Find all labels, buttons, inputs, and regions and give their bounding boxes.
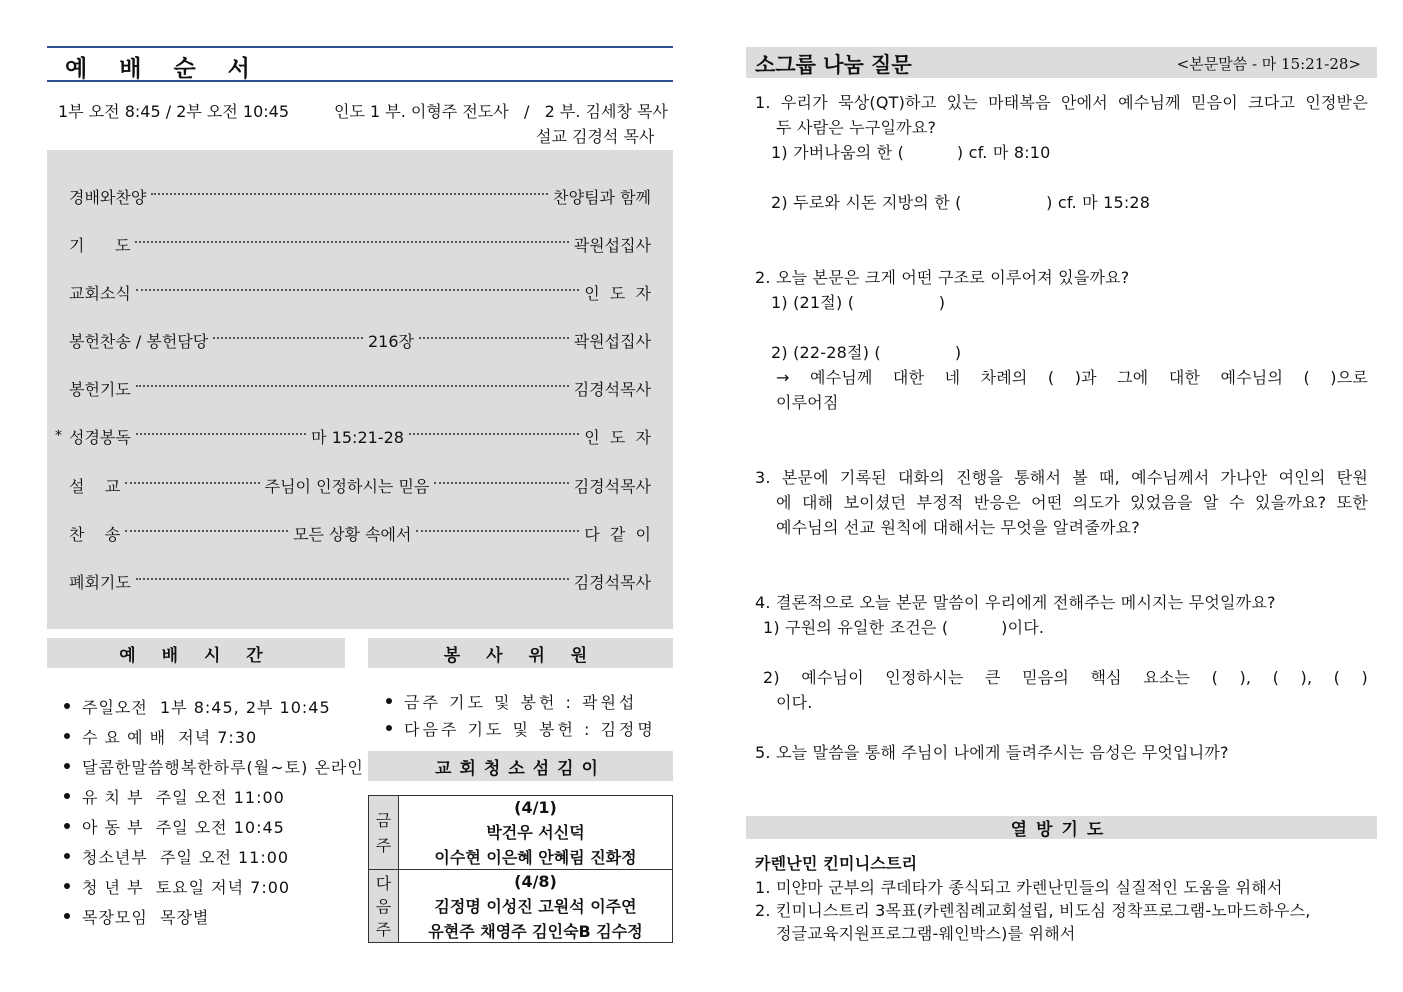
dot-leader: [136, 289, 579, 291]
question-1-line-2: 두 사람은 누구일까요?: [776, 118, 937, 137]
question-2-line-1: 2. 오늘 본문은 크게 어떤 구조로 이루어져 있을까요?: [755, 268, 1130, 287]
order-item-label: 경배와찬양: [69, 187, 147, 207]
dot-leader: [416, 530, 579, 532]
list-item: 수 요 예 배 저녁 7:30: [64, 725, 354, 755]
prayer-header: [746, 816, 1377, 839]
cleaning-this-week-row: [369, 796, 672, 870]
worship-order-box: [47, 150, 673, 629]
list-item: 목장모임 목장별: [64, 905, 354, 935]
question-2-answer-2: 2) (22-28절) ( ): [771, 343, 962, 362]
order-item-label: 기 도: [69, 235, 131, 255]
preacher: 설교 김경석 목사: [536, 127, 655, 146]
question-2-answer-3: → 예수님께 대한 네 차례의 ( )과 그에 대한 예수님의 ( )으로: [776, 368, 1368, 387]
order-item-detail: 216장: [367, 331, 414, 351]
service-title: 봉 사 위 원: [443, 645, 598, 666]
cleaning-header: [368, 751, 673, 781]
list-item: 주일오전 1부 8:45, 2부 10:45: [64, 695, 354, 725]
question-4-answer-2: 2) 예수님이 인정하시는 큰 믿음의 핵심 요소는 ( ), ( ), ( ): [763, 668, 1368, 687]
order-item-person: 김경석목사: [573, 572, 651, 592]
list-item: 유 치 부 주일 오전 11:00: [64, 785, 354, 815]
dot-leader: [136, 433, 306, 435]
question-4-line-1: 4. 결론적으로 오늘 본문 말씀이 우리에게 전해주는 메시지는 무엇일까요?: [755, 593, 1276, 612]
required-star: *: [55, 428, 62, 444]
prayer-item-2: 2. 킨미니스트리 3목표(카렌침례교회설립, 비도심 정착프로그램-노마드하우스,: [755, 901, 1311, 920]
prayer-heading: 카렌난민 킨미니스트리: [755, 854, 918, 873]
service-times: 1부 오전 8:45 / 2부 오전 10:45: [58, 102, 290, 121]
order-item-person: 곽원섭집사: [573, 331, 651, 351]
this-week-members: (4/1) 박건우 서신덕 이수현 이은혜 안혜림 진화정: [434, 798, 637, 867]
dot-leader: [135, 241, 568, 243]
list-item: 달콤한말씀행복한하루(월~토) 온라인: [64, 755, 354, 785]
next-week-label: 다 음 주: [369, 870, 399, 942]
question-2-answer-4: 이루어짐: [776, 393, 839, 412]
order-item: [69, 280, 651, 304]
order-item-detail: 주님이 인정하시는 믿음: [264, 476, 430, 496]
schedule-title: 예 배 시 간: [119, 645, 273, 666]
question-1-answer-1: 1) 가버나움의 한 ( ) cf. 마 8:10: [771, 143, 1051, 162]
order-item-detail: 마 15:21-28: [311, 427, 404, 447]
question-5: 5. 오늘 말씀을 통해 주님이 나에게 들려주시는 음성은 무엇입니까?: [755, 743, 1229, 762]
worship-order-title: 예 배 순 서: [65, 56, 262, 82]
order-item: [69, 376, 651, 400]
question-4-answer-1: 1) 구원의 유일한 조건은 ( )이다.: [763, 618, 1045, 637]
dot-leader: [151, 193, 548, 195]
schedule-list: [64, 695, 364, 935]
next-week-members: (4/8) 김정명 이성진 고원석 이주연 유현주 채영주 김인숙B 김수정: [428, 871, 643, 941]
order-item-label: 폐회기도: [69, 572, 131, 592]
order-item-person: 인 도 자: [584, 283, 651, 303]
prayer-title: 열방기도: [1010, 820, 1113, 840]
order-item-person: 다 같 이: [584, 524, 652, 544]
question-3-line-1: 3. 본문에 기록된 대화의 진행을 통해서 볼 때, 예수님께서 가나안 여인의 탄원: [755, 468, 1368, 487]
dot-leader: [434, 482, 568, 484]
small-group-title: 소그룹 나눔 질문: [755, 53, 912, 77]
scripture-reference: <본문말씀 - 마 15:21-28>: [1176, 55, 1361, 73]
order-item-person: 곽원섭집사: [573, 235, 651, 255]
order-item-detail: 모든 상황 속에서: [293, 524, 412, 544]
dot-leader: [409, 433, 579, 435]
worship-order-header: [47, 46, 673, 82]
order-item-label: 교회소식: [69, 283, 131, 303]
cleaning-title: 교회청소섬김이: [435, 758, 606, 779]
dot-leader: [136, 578, 569, 580]
question-4-answer-3: 이다.: [776, 693, 813, 712]
dot-leader: [419, 337, 569, 339]
service-list: [386, 690, 676, 744]
prayer-item-2-cont: 정글교육지원프로그램-웨인박스)를 위해서: [776, 924, 1076, 943]
schedule-header: [47, 638, 345, 668]
service-leaders: 인도 1 부. 이형주 전도사 / 2 부. 김세창 목사: [334, 102, 668, 121]
question-2-answer-1: 1) (21절) ( ): [771, 293, 946, 312]
order-item: [69, 569, 651, 593]
list-item: 다음주 기도 및 봉헌 : 김정명: [386, 717, 676, 744]
order-item-person: 찬양팀과 함께: [553, 187, 651, 207]
order-item-label: 봉헌기도: [69, 379, 131, 399]
order-item-label: 성경봉독: [69, 427, 131, 447]
dot-leader: [213, 337, 363, 339]
service-header: [368, 638, 673, 668]
list-item: 금주 기도 및 봉헌 : 곽원섭: [386, 690, 676, 717]
dot-leader: [136, 385, 569, 387]
dot-leader: [125, 530, 288, 532]
order-item-person: 김경석목사: [573, 476, 651, 496]
order-item-label: 설 교: [69, 476, 121, 496]
order-item: [69, 184, 651, 208]
order-item: [69, 473, 651, 497]
list-item: 청 년 부 토요일 저녁 7:00: [64, 875, 354, 905]
order-item-label: 봉헌찬송 / 봉헌담당: [69, 331, 209, 351]
small-group-header: [746, 47, 1377, 78]
list-item: 아 동 부 주일 오전 10:45: [64, 815, 354, 845]
question-3-line-2: 에 대해 보이셨던 부정적 반응은 어떤 의도가 있었음을 알 수 있을까요? 또한: [776, 493, 1368, 512]
list-item: 청소년부 주일 오전 11:00: [64, 845, 354, 875]
order-item-person: 김경석목사: [573, 379, 651, 399]
order-item: [69, 521, 651, 545]
dot-leader: [125, 482, 259, 484]
order-item: [69, 232, 651, 256]
order-item: [69, 328, 651, 352]
order-item: [55, 424, 651, 448]
order-item-label: 찬 송: [69, 524, 121, 544]
cleaning-next-week-row: [369, 870, 672, 942]
order-item-person: 인 도 자: [584, 427, 651, 447]
question-1-answer-2: 2) 두로와 시돈 지방의 한 ( ) cf. 마 15:28: [771, 193, 1151, 212]
this-week-label: 금 주: [369, 796, 399, 869]
cleaning-table: [368, 795, 673, 943]
question-3-line-3: 예수님의 선교 원칙에 대해서는 무엇을 알려줄까요?: [776, 518, 1140, 537]
question-1-line-1: 1. 우리가 묵상(QT)하고 있는 마태복음 안에서 예수님께 믿음이 크다고 인정받은: [755, 93, 1368, 112]
prayer-item-1: 1. 미얀마 군부의 쿠데타가 종식되고 카렌난민들의 실질적인 도움을 위해서: [755, 878, 1283, 897]
